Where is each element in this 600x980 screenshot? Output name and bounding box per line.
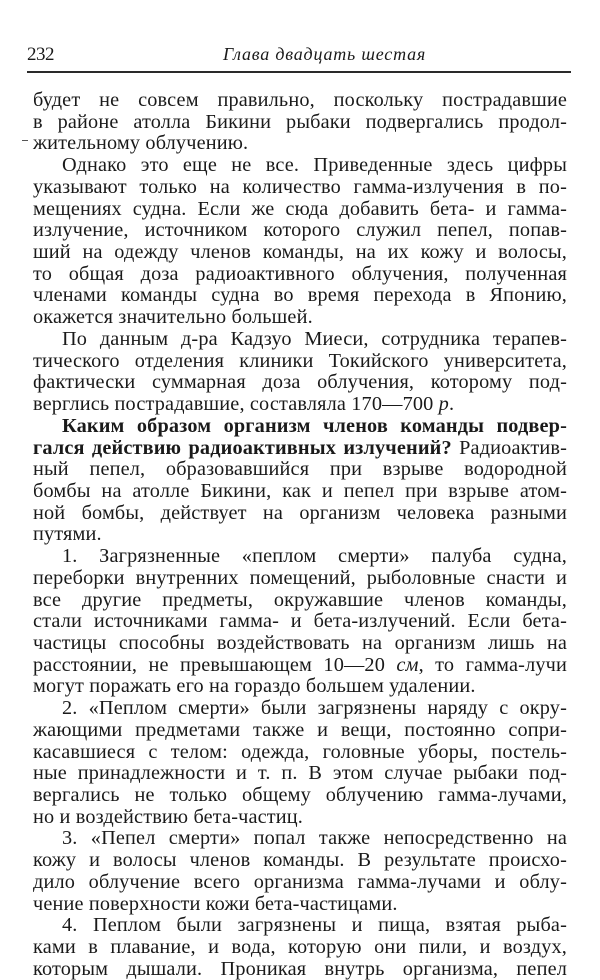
header-rule [27, 71, 571, 73]
text-line: Однако это еще не все. Приведенные здесь цифры [62, 154, 567, 177]
bold-heading-run: гался действию радиоактивных излучений? [33, 436, 452, 459]
text-line: жительному облучению. [33, 132, 249, 155]
text-line: ками в плавание, и вода, которую они пили, и воздух, [33, 936, 567, 959]
text-line: переборки внутренних помещений, рыболовные снасти и [33, 566, 567, 589]
text-line: расстоянии, не превышающем 10—20 см, то гамма-лучи [33, 653, 567, 676]
text-line: чение поверхности кожи бета-частицами. [33, 892, 398, 915]
text-line: тического отделения клиники Токийского университета, [33, 349, 567, 372]
bold-heading-run: Каким образом организм членов команды подвер- [62, 414, 567, 437]
text-line: путями. [33, 523, 102, 546]
text-line: членами команды судна во время перехода в Японию, [33, 284, 567, 307]
text-line: которым дышали. Проникая внутрь организма, пепел [33, 957, 567, 980]
text-line: ный пепел, образовавшийся при взрыве водородной [33, 458, 567, 481]
text-line [33, 416, 567, 438]
text-line: кожу и волосы членов команды. В результате происхо- [33, 849, 567, 872]
text-line: все другие предметы, окружавшие членов команды, [33, 588, 567, 611]
margin-mark [22, 140, 28, 141]
running-header [27, 42, 570, 70]
text-line: гался действию радиоактивных излучений? Радиоактив- [33, 436, 567, 459]
text-line: указывают только на количество гамма-излучения в по- [33, 175, 567, 198]
text-line: бомбы на атолле Бикини, как и пепел при взрыве атом- [33, 479, 567, 502]
text-line: фактически суммарная доза облучения, которому под- [33, 371, 567, 394]
text-line: 4. Пеплом были загрязнены и пища, взятая рыба- [62, 914, 567, 937]
text-line: мещениях судна. Если же сюда добавить бета- и гамма- [33, 197, 567, 220]
text-line: верглись пострадавшие, составляла 170—700 р. [33, 393, 455, 416]
text-line: 1. Загрязненные «пеплом смерти» палуба судна, [62, 545, 567, 568]
text-line: ные принадлежности и т. п. В этом случае рыбаки под- [33, 762, 567, 785]
text-line: окажется значительно большей. [33, 306, 313, 329]
page-number: 232 [27, 44, 54, 65]
text-line: но и воздействию бета-частиц. [33, 805, 304, 828]
unit-italic: см [396, 653, 419, 676]
text-line: ший на одежду членов команды, на их кожу и волосы, [33, 241, 567, 264]
unit-italic: р [438, 393, 449, 416]
chapter-title: Глава двадцать шестая [223, 44, 427, 64]
text-line: ной бомбы, действует на организм человека разными [33, 501, 567, 524]
text-line: 2. «Пеплом смерти» были загрязнены наряду с окру- [62, 697, 567, 720]
text-line: жающими предметами также и вещи, постоянно сопри- [33, 718, 567, 741]
text-line: излучение, источником которого служил пепел, попав- [33, 219, 567, 242]
text-line: то общая доза радиоактивного облучения, полученная [33, 262, 567, 285]
text-line: частицы способны воздействовать на организм лишь на [33, 631, 567, 654]
text-line: касавшиеся с телом: одежда, головные уборы, постель- [33, 740, 567, 763]
text-line: стали источниками гамма- и бета-излучений. Если бета- [33, 610, 567, 633]
text-line: в районе атолла Бикини рыбаки подвергались продол- [33, 110, 567, 133]
text-line: дило облучение всего организма гамма-лучами и облу- [33, 870, 567, 893]
text-line: будет не совсем правильно, поскольку пострадавшие [33, 89, 567, 111]
text-line: вергались не только общему облучению гамма-лучами, [33, 784, 567, 806]
text-line: По данным д-ра Кадзуо Миеси, сотрудника терапев- [62, 327, 567, 350]
page-body [33, 90, 567, 980]
text-line: могут поражать его на гораздо большем удалении. [33, 675, 476, 698]
text-line: 3. «Пепел смерти» попал также непосредственно на [62, 827, 567, 850]
